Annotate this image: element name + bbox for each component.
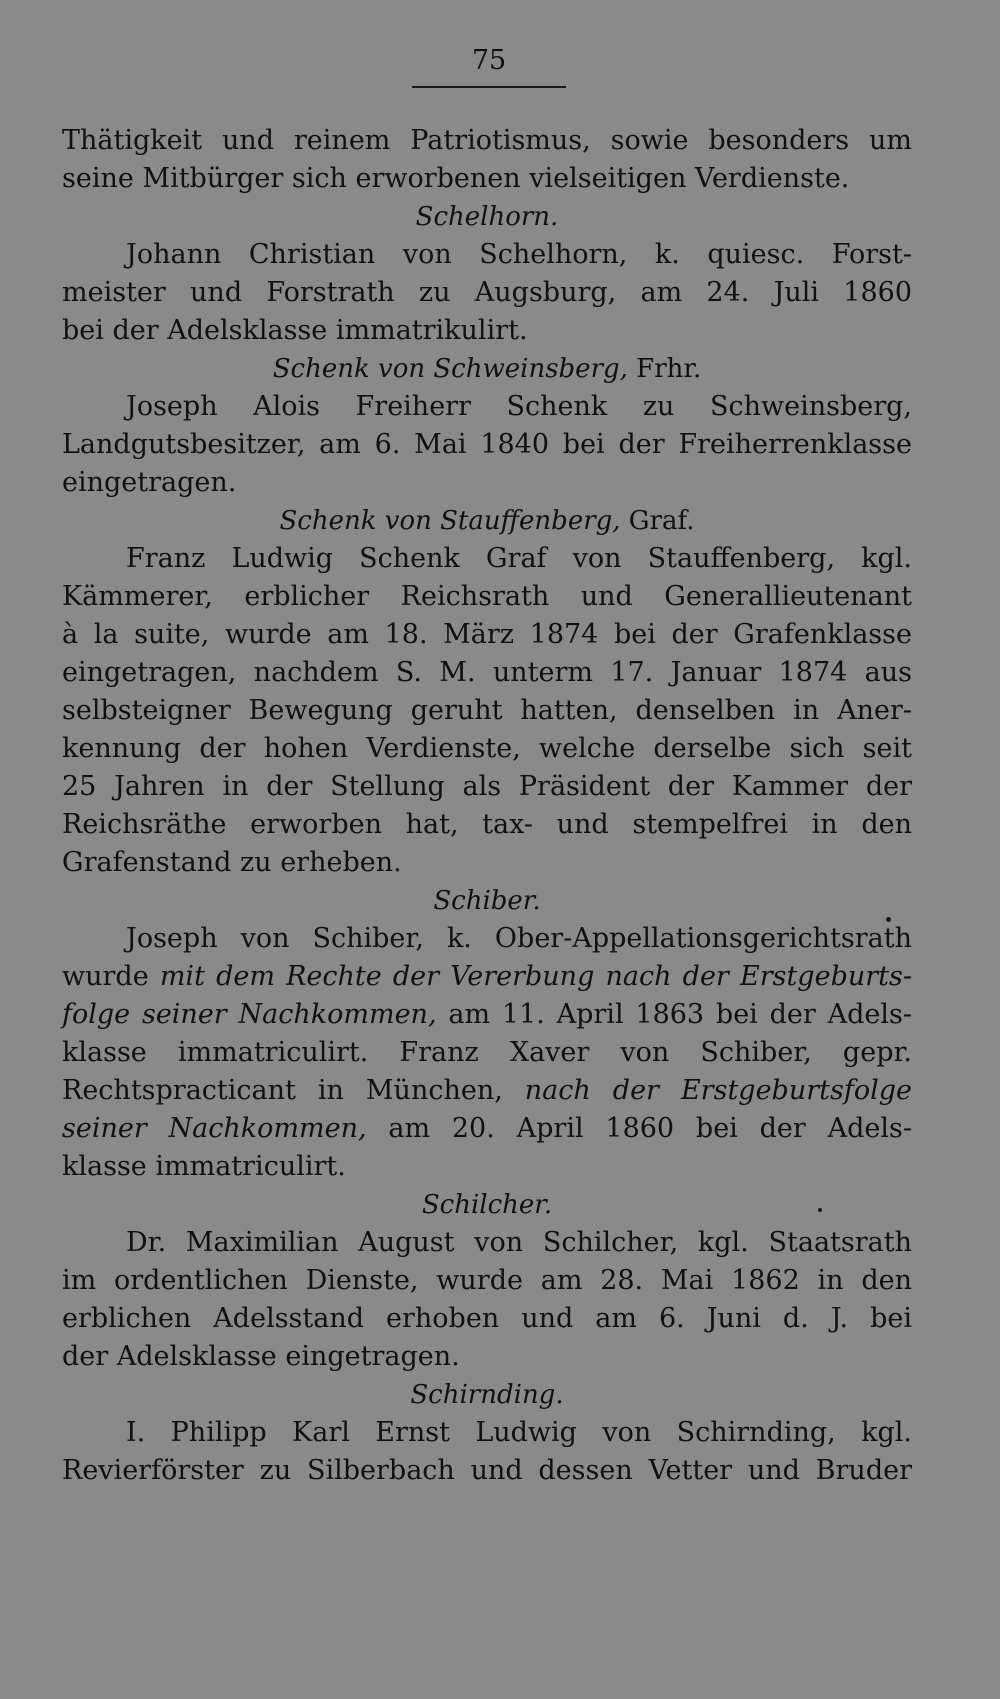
text-line: Grafenstand zu erheben.	[62, 847, 402, 878]
text-line: bei der Adelsklasse immatrikulirt.	[62, 315, 528, 346]
entry-heading-name: Schenk von Schweinsberg,	[272, 354, 628, 384]
entry-heading	[62, 198, 912, 236]
entry-heading-name: Schirnding.	[410, 1380, 564, 1410]
text-line: eingetragen, nachdem S. M. unterm 17. Januar 1874 aus	[62, 657, 912, 688]
text-run: am 20. April 1860 bei der Adels-	[366, 1113, 912, 1144]
text-line: selbsteigner Bewegung geruht hatten, denselben in Aner-	[62, 695, 912, 726]
body-text	[62, 122, 912, 1490]
entry-heading	[62, 502, 912, 540]
text-line: eingetragen.	[62, 467, 237, 498]
print-speck	[886, 917, 891, 922]
text-run: am 11. April 1863 bei der Adels-	[436, 999, 912, 1030]
italic-text: mit dem Rechte der Vererbung nach der Erstgeburts-	[159, 961, 912, 992]
text-run: Rechtspracticant in München,	[62, 1075, 525, 1106]
text-line: kennung der hohen Verdienste, welche derselbe sich seit	[62, 733, 912, 764]
text-line: Dr. Maximilian August von Schilcher, kgl. Staatsrath	[126, 1227, 912, 1258]
text-line: Johann Christian von Schelhorn, k. quiesc. Forst-	[126, 239, 912, 270]
entry-heading-name: Schenk von Stauffenberg,	[279, 506, 621, 536]
text-line: Kämmerer, erblicher Reichsrath und Generallieutenant	[62, 581, 912, 612]
text-line: Joseph Alois Freiherr Schenk zu Schweinsberg,	[126, 391, 912, 422]
entry-heading	[62, 1376, 912, 1414]
entry-heading-name: Schiber.	[433, 886, 541, 916]
text-line: klasse immatriculirt.	[62, 1151, 346, 1182]
entry-heading-title: Graf.	[620, 506, 695, 536]
entry-heading-name: Schelhorn.	[415, 202, 559, 232]
page-number-rule	[412, 86, 566, 88]
entry-heading-name: Schilcher.	[421, 1190, 553, 1220]
text-line: 25 Jahren in der Stellung als Präsident der Kammer der	[62, 771, 912, 802]
italic-text: seiner Nachkommen,	[62, 1113, 367, 1144]
text-line	[62, 1072, 912, 1110]
entry-heading-title: Frhr.	[627, 354, 702, 384]
entry-heading	[62, 882, 912, 920]
text-line: im ordentlichen Dienste, wurde am 28. Mai 1862 in den	[62, 1265, 912, 1296]
text-line: Revierförster zu Silberbach und dessen Vetter und Bruder	[62, 1455, 912, 1486]
text-line: Joseph von Schiber, k. Ober-Appellationsgerichtsrath	[126, 923, 912, 954]
text-line: klasse immatriculirt. Franz Xaver von Schiber, gepr.	[62, 1037, 912, 1068]
text-line: der Adelsklasse eingetragen.	[62, 1341, 460, 1372]
text-line: meister und Forstrath zu Augsburg, am 24. Juli 1860	[62, 277, 912, 308]
text-line: à la suite, wurde am 18. März 1874 bei der Grafenklasse	[62, 619, 912, 650]
text-line: seine Mitbürger sich erworbenen vielseitigen Verdienste.	[62, 163, 850, 194]
italic-text: nach der Erstgeburtsfolge	[524, 1075, 912, 1106]
text-line: I. Philipp Karl Ernst Ludwig von Schirnding, kgl.	[126, 1417, 912, 1448]
text-line: Franz Ludwig Schenk Graf von Stauffenberg, kgl.	[126, 543, 912, 574]
text-line: Thätigkeit und reinem Patriotismus, sowie besonders um	[62, 125, 912, 156]
italic-text: folge seiner Nachkommen,	[62, 999, 437, 1030]
text-line: Reichsräthe erworben hat, tax- und stempelfrei in den	[62, 809, 912, 840]
entry-heading	[62, 350, 912, 388]
text-line	[62, 1110, 912, 1148]
print-speck	[818, 1208, 822, 1212]
page-number: 75	[471, 45, 507, 76]
text-run: wurde	[62, 961, 160, 992]
text-line	[62, 958, 912, 996]
text-line: Landgutsbesitzer, am 6. Mai 1840 bei der Freiherrenklasse	[62, 429, 912, 460]
text-line: erblichen Adelsstand erhoben und am 6. Juni d. J. bei	[62, 1303, 912, 1334]
entry-heading	[62, 1186, 912, 1224]
text-line	[62, 996, 912, 1034]
